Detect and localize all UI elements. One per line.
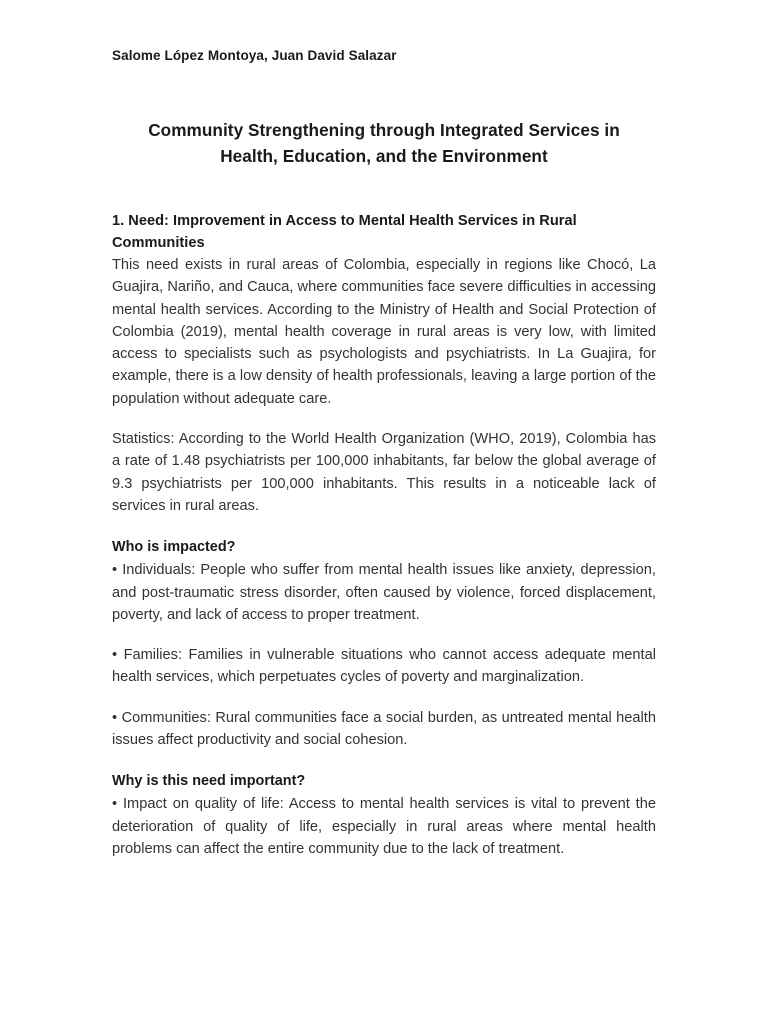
section-heading-need: 1. Need: Improvement in Access to Mental Health Services in Rural Communities bbox=[112, 213, 577, 251]
page-title bbox=[112, 117, 656, 169]
page-title-line-2: Health, Education, and the Environment bbox=[220, 146, 548, 166]
subheading-why-important: Why is this need important? bbox=[112, 773, 306, 790]
bullet-individuals: • Individuals: People who suffer from mental health issues like anxiety, depression, and post-traumatic stress disorder, often caused by violence, forced displacement, poverty, and lack of access to proper treatment. bbox=[112, 562, 656, 623]
paragraph-statistics: Statistics: According to the World Health Organization (WHO, 2019), Colombia has a rate of 1.48 psychiatrists per 100,000 inhabitants, far below the global average of 9.3 psychiatrists per 100,000 inhabitants. This results in a noticeable lack of services in rural areas. bbox=[112, 431, 656, 514]
subheading-who-is-impacted: Who is impacted? bbox=[112, 539, 236, 556]
bullet-communities: • Communities: Rural communities face a social burden, as untreated mental health issues affect productivity and social cohesion. bbox=[112, 709, 656, 749]
page-title-line-1: Community Strengthening through Integrated Services in bbox=[148, 120, 620, 140]
bullet-families: • Families: Families in vulnerable situations who cannot access adequate mental health services, which perpetuates cycles of poverty and marginalization. bbox=[112, 647, 656, 686]
paragraph-need: This need exists in rural areas of Colombia, especially in regions like Chocó, La Guajira, Nariño, and Cauca, where communities face severe difficulties in accessing mental health services. According to the Ministry of Health and Social Protection of Colombia (2019), mental health coverage in rural areas is very low, with limited access to specialists such as psychologists and psychiatrists. In La Guajira, for example, there is a low density of health professionals, leaving a large portion of the population without adequate care. bbox=[112, 257, 656, 407]
bullet-impact-quality-of-life: • Impact on quality of life: Access to mental health services is vital to prevent the deterioration of quality of life, especially in rural areas where mental health problems can affect the entire community due to the lack of treatment. bbox=[112, 796, 656, 857]
author-byline: Salome López Montoya, Juan David Salazar bbox=[112, 48, 397, 63]
page-content bbox=[112, 0, 656, 860]
